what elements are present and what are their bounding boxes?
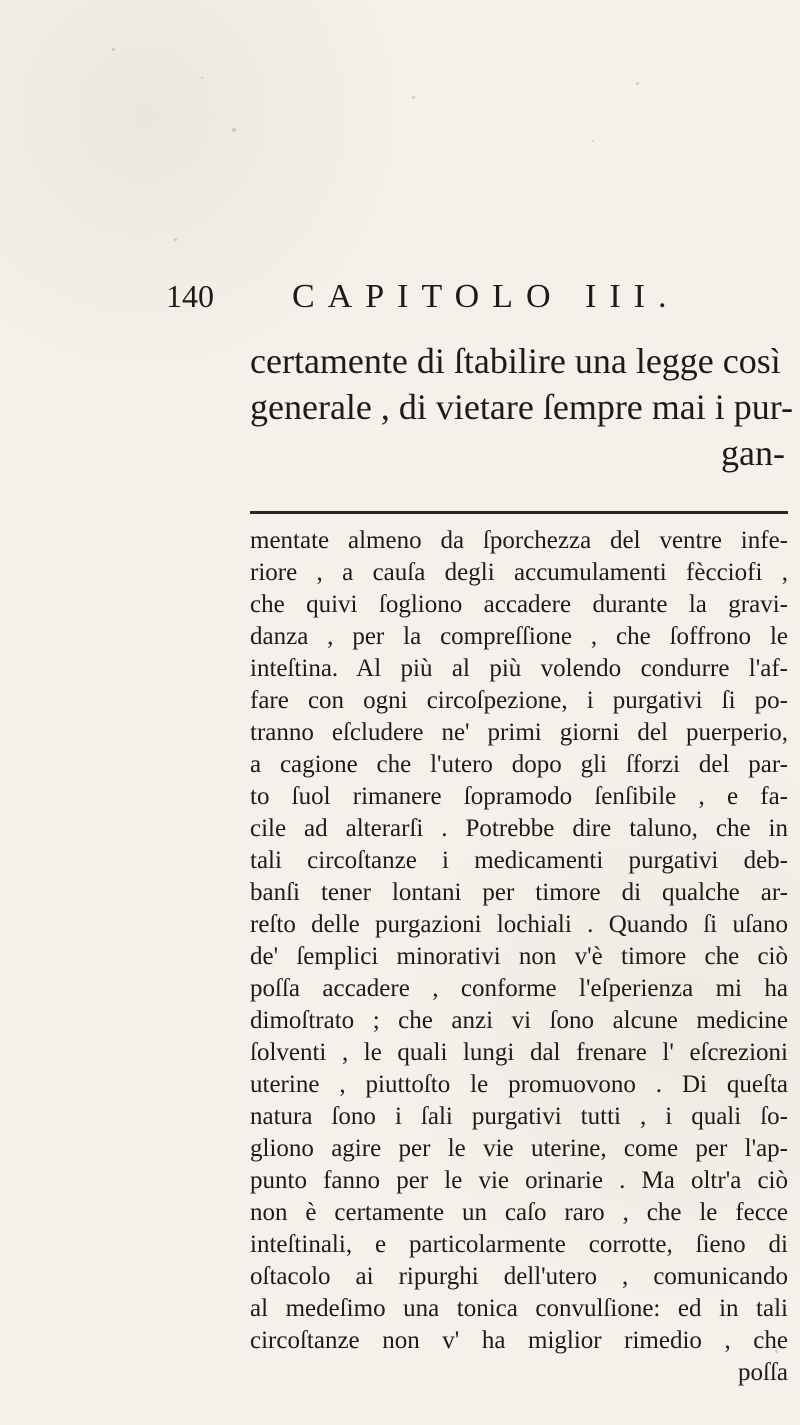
footnote-line: gliono agire per le vie uterine, come per l'ap- [250, 1135, 788, 1162]
footnote-line: inteſtinali, e particolarmente corrotte, ſieno di [250, 1231, 788, 1258]
footnote-line: fare con ogni circoſpezione, i purgativi ſi po- [250, 687, 788, 714]
paper-speckle [636, 82, 639, 85]
footnote-line: punto fanno per le vie orinarie . Ma oltr'a ciò [250, 1167, 788, 1194]
footnote-line: poſſa accadere , conforme l'eſperienza mi ha [250, 975, 788, 1002]
footnote-line: non è certamente un caſo raro , che le fecce [250, 1199, 788, 1226]
paper-speckle [412, 96, 415, 99]
chapter-title: CAPITOLO III. [292, 278, 680, 315]
running-head [0, 278, 800, 334]
footnote-line: banſi tener lontani per timore di qualche ar- [250, 879, 788, 906]
footnote-line: cile ad alterarſi . Potrebbe dire taluno, che in [250, 815, 788, 842]
paper-speckle [174, 238, 177, 241]
footnote-line: che quivi ſogliono accadere durante la gravi- [250, 591, 788, 618]
footnote-line: a cagione che l'utero dopo gli ſforzi del par- [250, 751, 788, 778]
paper-speckle [592, 140, 594, 142]
footnote-line: al medeſimo una tonica convulſione: ed in tali [250, 1295, 788, 1322]
footnote-line: tali circoſtanze i medicamenti purgativi deb- [250, 847, 788, 874]
paper-speckle [112, 48, 115, 51]
main-text-line: generale , di vietare ſempre mai i pur- [250, 387, 794, 427]
page-number: 140 [166, 278, 214, 314]
main-text-line: gan- [721, 433, 785, 473]
footnote-line: dimoſtrato ; che anzi vi ſono alcune medicine [250, 1007, 788, 1034]
footnote-text [250, 525, 788, 1389]
footnote-line: to ſuol rimanere ſopramodo ſenſibile , e fa- [250, 783, 788, 810]
footnote-line: circoſtanze non v' ha miglior rimedio , che [250, 1327, 788, 1354]
footnote-line: poſſa [738, 1359, 788, 1386]
paper-speckle [232, 128, 236, 132]
footnote-line: riore , a cauſa degli accumulamenti fècciofi , [250, 559, 788, 586]
main-text [250, 338, 794, 476]
paper-speckle [201, 77, 203, 79]
footnote-line: oſtacolo ai ripurghi dell'utero , comunicando [250, 1263, 788, 1290]
footnote-line: reſto delle purgazioni lochiali . Quando ſi uſano [250, 911, 788, 938]
footnote-line: natura ſono i ſali purgativi tutti , i quali ſo- [250, 1103, 788, 1130]
footnote-line: de' ſemplici minorativi non v'è timore che ciò [250, 943, 788, 970]
footnote-line: danza , per la compreſſione , che ſoffrono le [250, 623, 788, 650]
footnote-separator-rule [250, 511, 788, 514]
footnote-line: uterine , piuttoſto le promuovono . Di queſta [250, 1071, 788, 1098]
footnote-line: ſolventi , le quali lungi dal frenare l' eſcrezioni [250, 1039, 788, 1066]
main-text-line: certamente di ſtabilire una legge così [250, 341, 781, 381]
footnote-line: inteſtina. Al più al più volendo condurre l'af- [250, 655, 788, 682]
footnote-line: mentate almeno da ſporchezza del ventre infe- [250, 527, 788, 554]
footnote-line: tranno eſcludere ne' primi giorni del puerperio, [250, 719, 788, 746]
